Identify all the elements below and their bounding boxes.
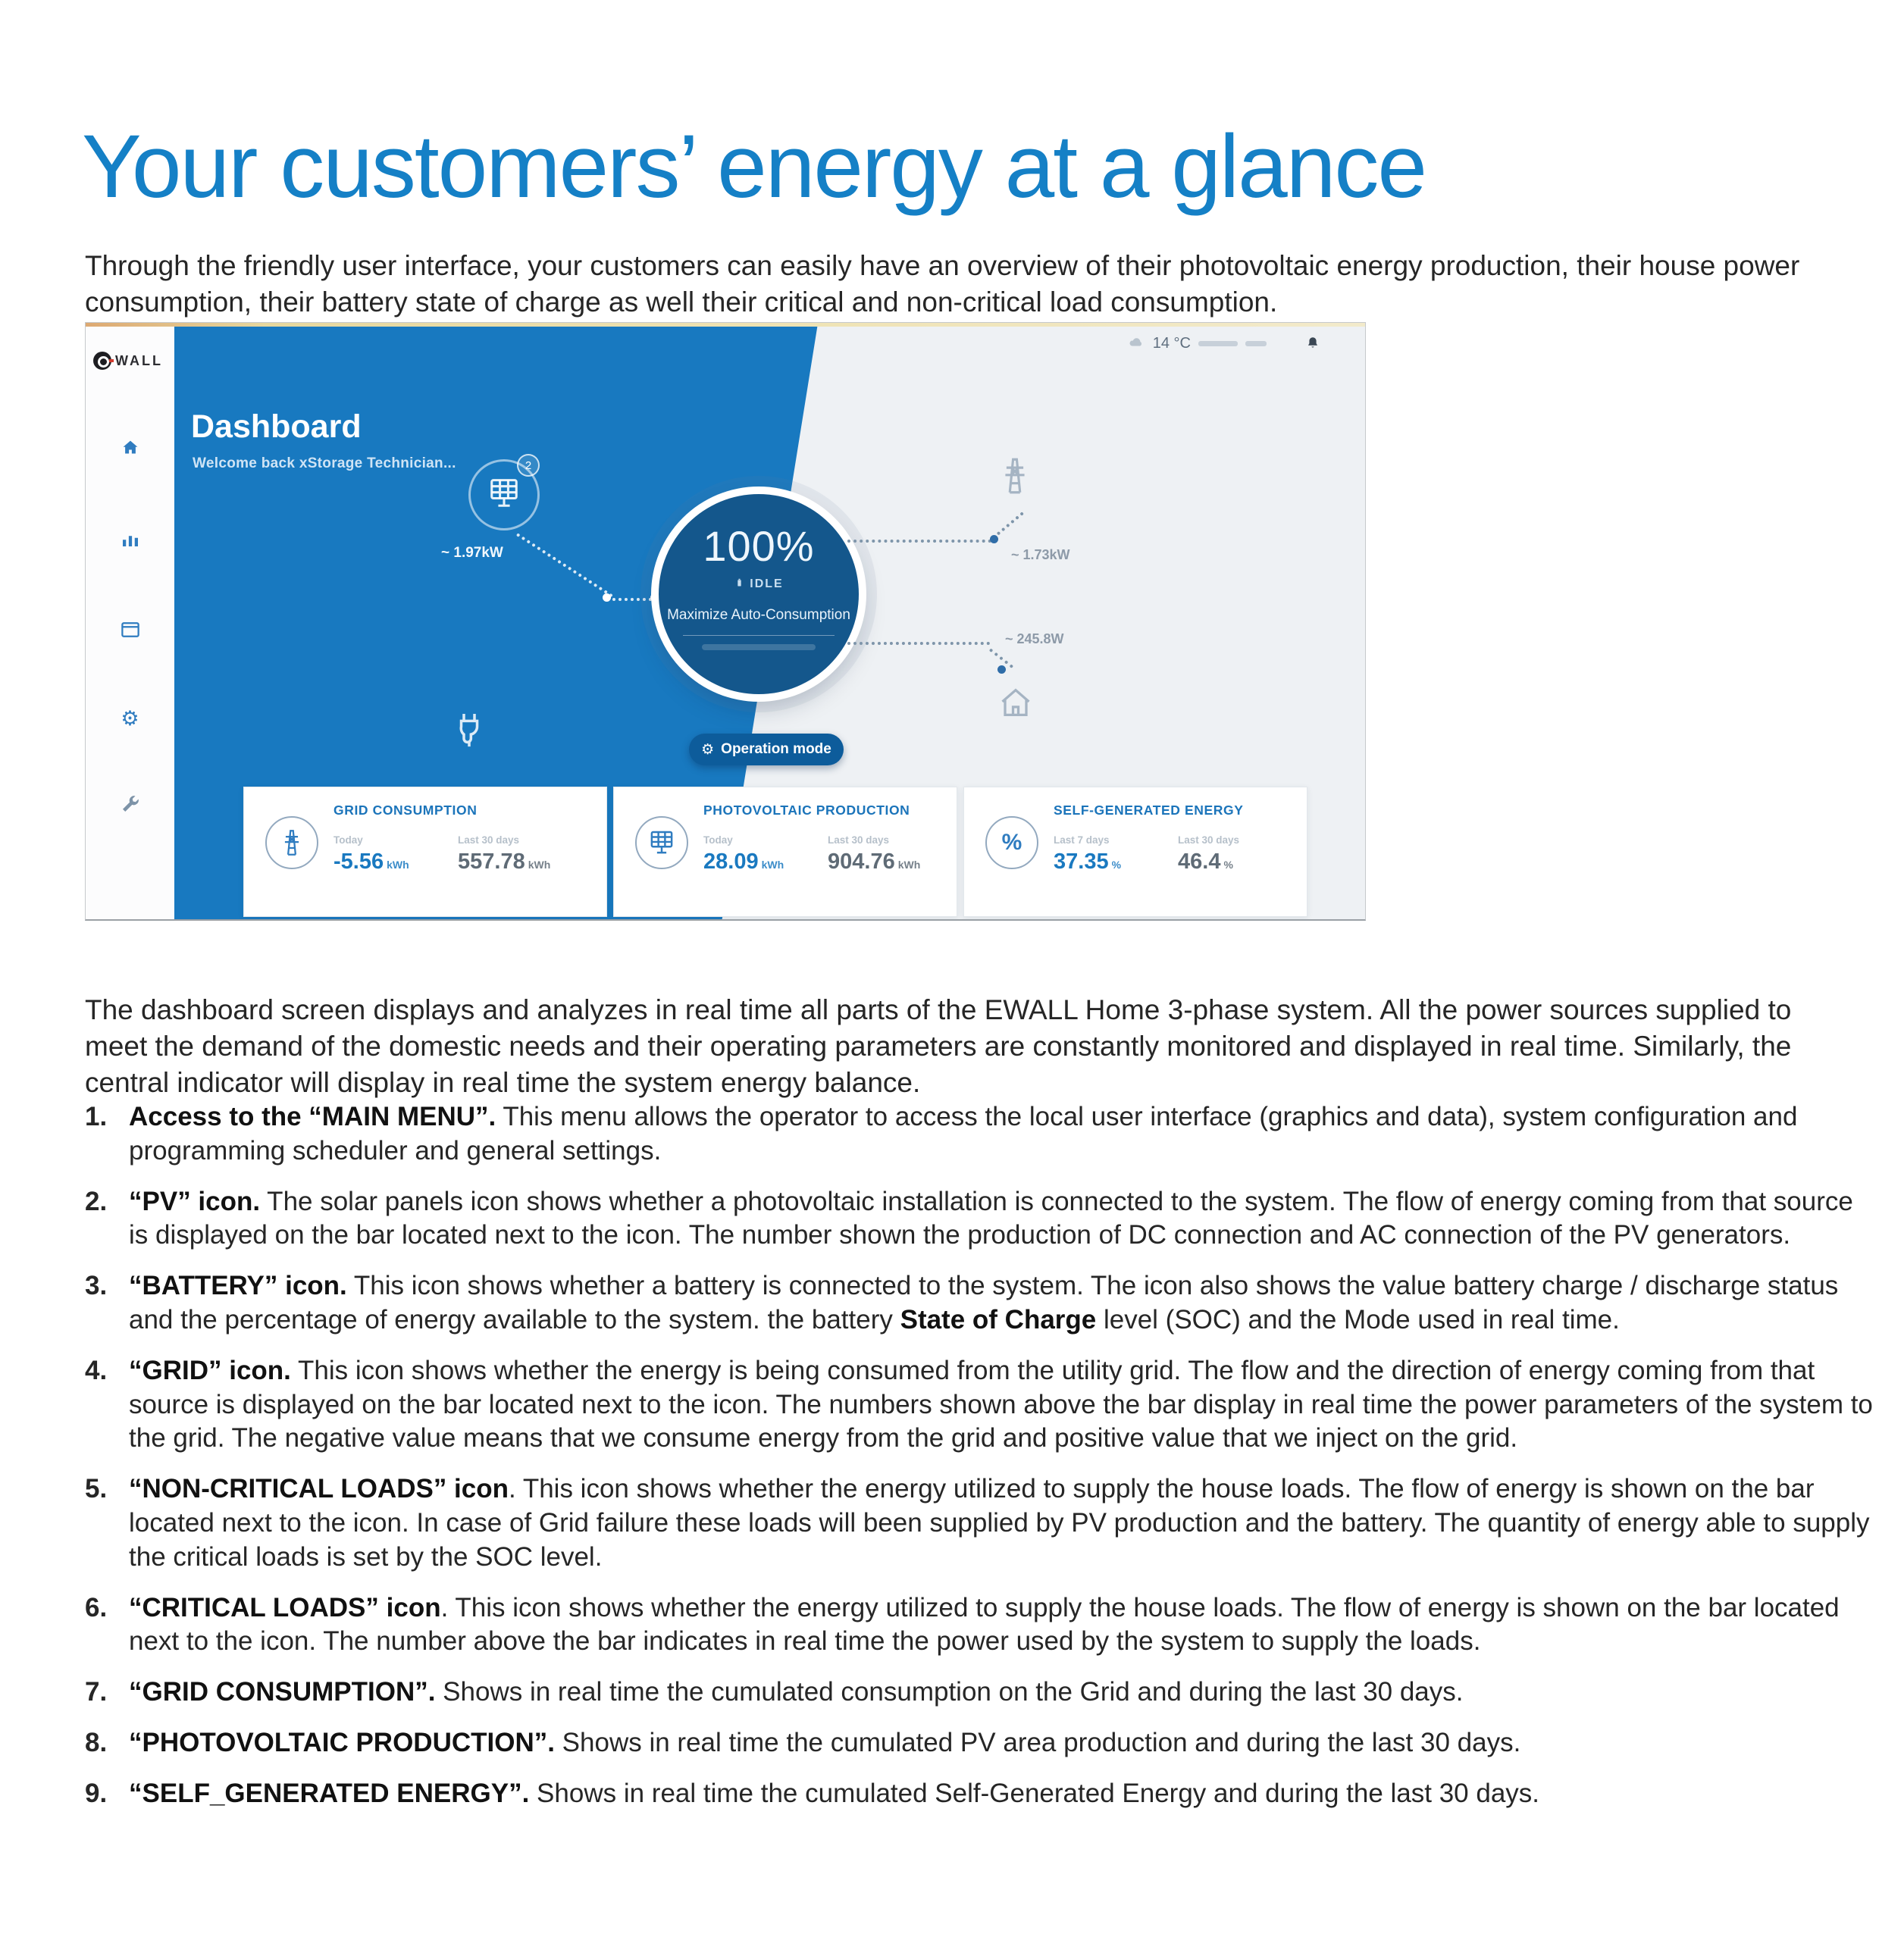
solar-panel-icon [484,474,524,517]
unit: kWh [761,859,784,871]
sidebar-item-home[interactable] [117,436,143,462]
card-value: 37.35 % [1054,850,1122,874]
flow-junction-dot [990,535,998,543]
battery-status [734,577,783,592]
list-number: 6. [85,1592,108,1622]
card-label: Last 30 days [1178,834,1240,846]
circle-divider [683,635,835,636]
home-icon [119,436,142,463]
circle-fine-print-placeholder [702,644,816,650]
sidebar-item-scheduler[interactable] [117,618,143,644]
gear-icon: ⚙ [701,740,715,758]
weather-widget [1127,333,1321,354]
photovoltaic-production-card [613,787,957,917]
unit: % [1223,859,1233,871]
page-title: Your customers’ energy at a glance [82,117,1426,217]
temperature-value: 14 °C [1152,334,1191,352]
house-icon [994,681,1037,724]
sidebar-item-settings[interactable] [117,706,143,731]
grid-power-value: ~ 1.73kW [1011,547,1070,562]
card-value: -5.56 kWh [334,850,409,874]
pv-badge: 2 [517,454,540,477]
list-number: 9. [85,1778,108,1808]
flow-end-dot [650,593,659,602]
weather-details-placeholder [1245,341,1267,346]
dashboard-page-title: Dashboard [191,408,362,445]
intro-paragraph: Through the friendly user interface, your customers can easily have an overview of their photovoltaic energy production, their house power consumption, their battery state of charge as well their critical and non-critical load consumption. [85,250,1800,318]
ewall-logo [93,352,163,370]
list-number: 4. [85,1355,108,1385]
list-item: 8. “PHOTOVOLTAIC PRODUCTION”. Shows in real time the cumulated PV area production and during the last 30 days. [85,1726,1874,1760]
card-value: 557.78 kWh [458,850,551,874]
operation-mode-button-label: Operation mode [721,741,831,757]
percent-icon: % [985,816,1038,869]
card-value: 28.09 kWh [703,850,784,874]
card-label: Last 30 days [828,834,890,846]
solar-panel-icon [635,816,688,869]
card-title: SELF-GENERATED ENERGY [1054,803,1244,818]
list-item: 5. “NON-CRITICAL LOADS” icon. This icon shows whether the energy utilized to supply the house loads. The flow of energy is shown on the bar located next to the icon. In case of Grid failure these loads will been supplied by PV production and the battery. The quantity of energy able to supply the critical loads is set by the SOC level. [85,1472,1874,1574]
list-item: 7. “GRID CONSUMPTION”. Shows in real time the cumulated consumption on the Grid and during the last 30 days. [85,1676,1874,1710]
house-flow-line [847,642,990,645]
sidebar-item-analytics[interactable] [117,527,143,553]
wrench-icon [119,793,142,819]
plug-icon [448,706,490,754]
house-power-value: ~ 245.8W [1005,631,1064,646]
card-label: Today [703,834,733,846]
battery-soc-circle [659,494,859,694]
unit: % [1111,859,1122,871]
operation-mode-button[interactable] [689,734,844,765]
list-number: 8. [85,1727,108,1757]
bar-chart-icon [119,527,142,554]
grid-pylon-icon [265,816,318,869]
numbered-list [85,1100,1874,1828]
list-number: 7. [85,1677,108,1707]
sidebar [86,327,175,919]
grid-flow-line [997,512,1024,535]
card-title: GRID CONSUMPTION [334,803,478,818]
flow-junction-dot [603,593,611,602]
list-item: 2. “PV” icon. The solar panels icon shows whether a photovoltaic installation is connected to the system. The flow of energy coming from that source is displayed on the bar located next to the icon. The number shown the production of DC connection and AC connection of the PV generators. [85,1185,1874,1253]
list-number: 3. [85,1271,108,1301]
gear-icon: ⚙ [121,706,139,731]
ewall-logo-icon [93,352,111,370]
list-number: 1. [85,1102,108,1131]
list-item: 1. Access to the “MAIN MENU”. This menu allows the operator to access the local user interface (graphics and data), system configuration and programming scheduler and general settings. [85,1100,1874,1169]
list-item: 3. “BATTERY” icon. This icon shows whether a battery is connected to the system. The icon also shows the value battery charge / discharge status and the percentage of energy available to the system. the battery State of Charge level (SOC) and the Mode used in real time. [85,1269,1874,1338]
card-value: 904.76 kWh [828,850,921,874]
unit: kWh [528,859,551,871]
battery-status-text: IDLE [750,577,784,590]
window-icon [119,618,142,645]
soc-value: 100% [703,522,815,570]
grid-consumption-card [243,787,607,917]
grid-pylon-icon [993,454,1037,498]
unit: kWh [897,859,921,871]
battery-icon [734,577,745,592]
list-item: 4. “GRID” icon. This icon shows whether the energy is being consumed from the utility grid. The flow and the direction of energy coming from that source is displayed on the bar located next to the icon. The numbers shown above the bar display in real time the power parameters of the system to the grid. The negative value means that we consume energy from the grid and positive value that we inject on the grid. [85,1354,1874,1456]
unit: kWh [387,859,409,871]
flow-junction-dot [997,665,1006,674]
self-generated-energy-card [963,787,1307,917]
card-label: Last 7 days [1054,834,1110,846]
welcome-text: Welcome back xStorage Technician... [193,455,456,471]
card-label: Last 30 days [458,834,520,846]
pv-power-value: ~ 1.97kW [441,545,503,561]
weather-details-placeholder [1198,341,1238,346]
ewall-logo-text: WALL [115,352,163,368]
card-title: PHOTOVOLTAIC PRODUCTION [703,803,910,818]
grid-flow-line [847,540,991,543]
list-number: 5. [85,1474,108,1504]
dashboard-screenshot [85,322,1366,921]
list-number: 2. [85,1186,108,1216]
notifications-bell-icon[interactable] [1304,335,1321,352]
cloud-icon [1127,333,1145,355]
sidebar-item-maintenance[interactable] [117,793,143,818]
card-label: Today [334,834,363,846]
list-item: 9. “SELF_GENERATED ENERGY”. Shows in real time the cumulated Self-Generated Energy and during the last 30 days. [85,1777,1874,1811]
list-item: 6. “CRITICAL LOADS” icon. This icon shows whether the energy utilized to supply the house loads. The flow of energy is shown on the bar located next to the icon. The number above the bar indicates in real time the power used by the system to supply the loads. [85,1591,1874,1660]
dashboard-description-paragraph: The dashboard screen displays and analyzes in real time all parts of the EWALL Home 3-phase system. All the power sources supplied to meet the demand of the domestic needs and their operating parameters are constantly monitored and displayed in real time. Similarly, the central indicator will display in real time the system energy balance. [85,994,1792,1099]
operation-mode-label: Maximize Auto-Consumption [667,607,850,623]
card-value: 46.4 % [1178,850,1233,874]
pv-flow-line [612,598,652,601]
